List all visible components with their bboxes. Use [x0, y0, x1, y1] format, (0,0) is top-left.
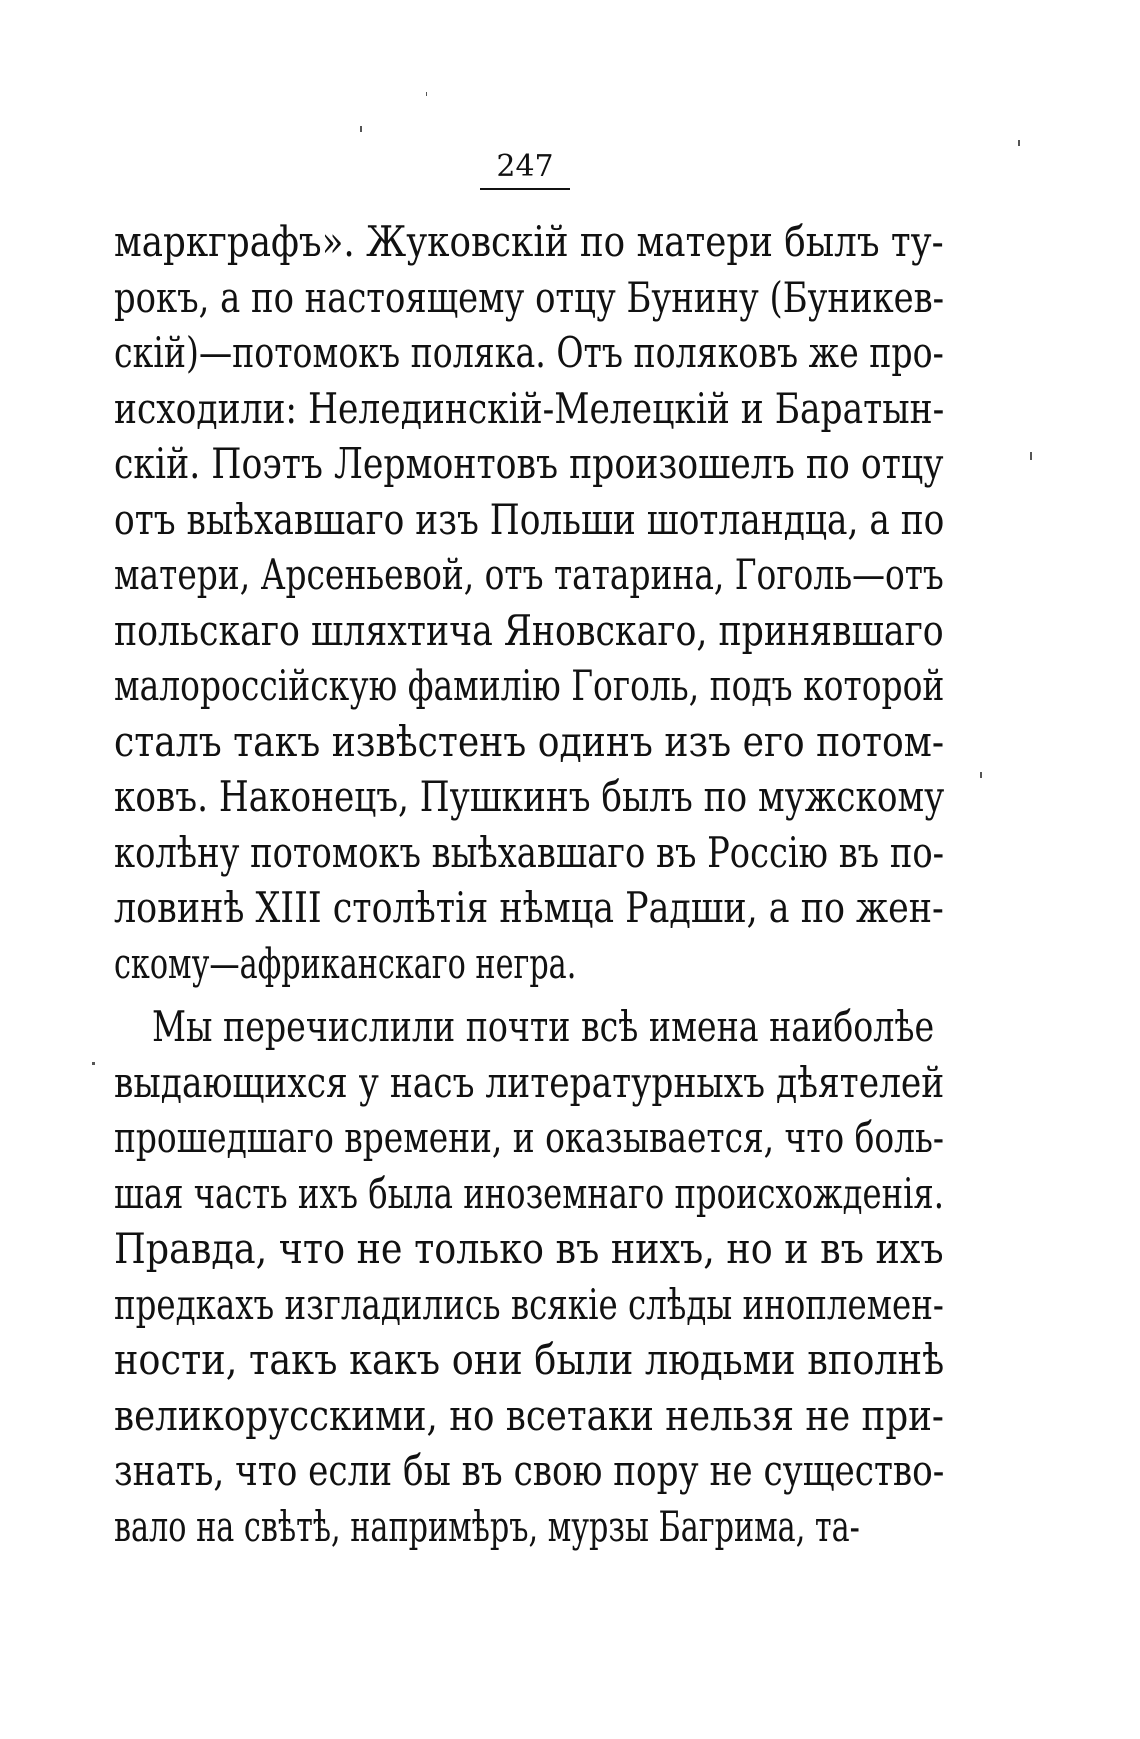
text-line: маркграфъ». Жуковскій по матери былъ ту-: [114, 217, 944, 266]
text-line: колѣну потомокъ выѣхавшаго въ Россію въ по-: [114, 827, 945, 877]
scan-speck: [980, 772, 982, 778]
text-line: выдающихся у насъ литературныхъ дѣятелей: [114, 1057, 945, 1107]
text-line: ковъ. Наконецъ, Пушкинъ былъ по мужскому: [114, 772, 945, 821]
text-line: малороссійскую фамилію Гоголь, подъ которой: [114, 661, 945, 710]
page-number: 247: [480, 150, 570, 190]
text-line: ловинѣ XIII столѣтія нѣмца Радши, а по жен-: [114, 883, 944, 932]
text-line: предкахъ изгладились всякіе слѣды иноплемен-: [114, 1279, 944, 1329]
scan-speck: [426, 92, 427, 96]
text-line: Мы перечислили почти всѣ имена наиболѣе: [151, 1002, 935, 1051]
text-line: польскаго шляхтича Яновскаго, принявшаго: [114, 605, 944, 655]
text-line: скій. Поэтъ Лермонтовъ произошелъ по отцу: [114, 439, 944, 488]
text-line: шая часть ихъ была иноземнаго происхожденія.: [114, 1168, 944, 1218]
scan-speck: [1018, 140, 1020, 146]
text-line: скому—африканскаго негра.: [114, 938, 577, 988]
paragraph-2: [114, 999, 944, 1554]
body-text: [114, 214, 944, 1554]
text-line: исходили: Нелединскій-Мелецкій и Баратын-: [114, 383, 945, 433]
text-line: отъ выѣхавшаго изъ Польши шотландца, а по: [114, 494, 945, 544]
text-line: матери, Арсеньевой, отъ татарина, Гоголь—отъ: [114, 550, 944, 599]
text-line: вало на свѣтѣ, напримѣръ, мурзы Багрима, та-: [114, 1501, 860, 1551]
text-line: рокъ, а по настоящему отцу Бунину (Буникев-: [114, 272, 945, 322]
scan-speck: [92, 1062, 95, 1065]
text-line: сталъ такъ извѣстенъ одинъ изъ его потом-: [114, 716, 945, 766]
paragraph-gap: [114, 991, 944, 999]
scan-speck: [1030, 452, 1032, 460]
scan-speck: [360, 126, 362, 132]
text-line: Правда, что не только въ нихъ, но и въ ихъ: [114, 1224, 944, 1273]
text-line: знать, что если бы въ свою пору не существо-: [114, 1446, 945, 1495]
text-line: великорусскими, но всетаки нельзя не при-: [114, 1390, 944, 1440]
text-line: скій)—потомокъ поляка. Отъ поляковъ же про-: [114, 328, 944, 377]
text-line: прошедшаго времени, и оказывается, что боль-: [114, 1113, 944, 1162]
text-line: ности, такъ какъ они были людьми вполнѣ: [114, 1335, 945, 1384]
paragraph-1: [114, 214, 944, 991]
